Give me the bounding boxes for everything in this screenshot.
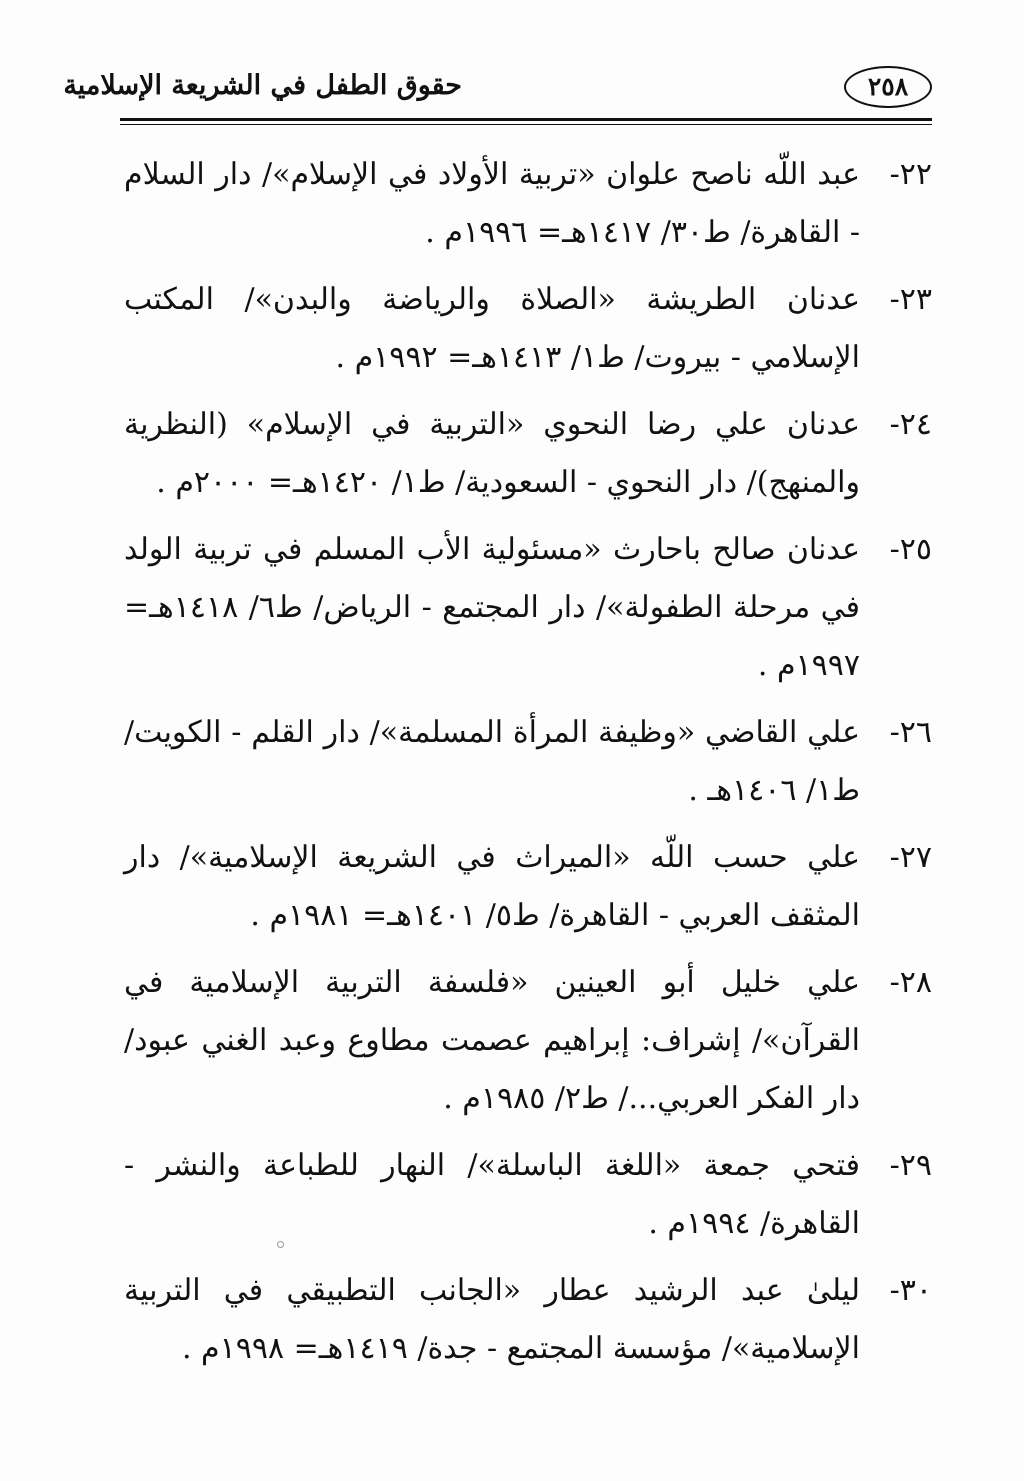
entry-text: ليلىٰ عبد الرشيد عطار «الجانب التطبيقي في التربية الإسلامية»/ مؤسسة المجتمع - جدة/ ١٤١٩هـ= ١٩٩٨م . <box>124 1273 860 1366</box>
entry-text: عدنان علي رضا النحوي «التربية في الإسلام» (النظرية والمنهج)/ دار النحوي - السعودية/ ط١/ ١٤٢٠هـ= ٢٠٠٠م . <box>124 407 860 500</box>
bibliography-entry <box>124 146 932 262</box>
scan-speck <box>277 1241 284 1248</box>
entry-text: علي خليل أبو العينين «فلسفة التربية الإسلامية في القرآن»/ إشراف: إبراهيم عصمت مطاوع وعبد الغني عبود/ دار الفكر العربي.../ ط٢/ ١٩٨٥م . <box>124 965 860 1116</box>
entry-text: فتحي جمعة «اللغة الباسلة»/ النهار للطباعة والنشر - القاهرة/ ١٩٩٤م . <box>124 1148 860 1241</box>
bibliography-entry <box>124 1137 932 1253</box>
entry-text: عدنان الطريشة «الصلاة والرياضة والبدن»/ المكتب الإسلامي - بيروت/ ط١/ ١٤١٣هـ= ١٩٩٢م . <box>124 282 860 375</box>
entry-number: ٢٤- <box>889 407 932 442</box>
entry-number: ٢٦- <box>889 715 932 750</box>
entry-number: ٢٧- <box>889 840 932 875</box>
bibliography-entry <box>124 704 932 820</box>
bibliography-list <box>124 146 932 1387</box>
page-number: ٢٥٨ <box>844 66 932 108</box>
entry-text: علي القاضي «وظيفة المرأة المسلمة»/ دار القلم - الكويت/ ط١/ ١٤٠٦هـ . <box>124 715 860 808</box>
entry-text: عبد اللّه ناصح علوان «تربية الأولاد في الإسلام»/ دار السلام - القاهرة/ ط٣٠/ ١٤١٧هـ= ١٩٩٦م . <box>124 157 860 250</box>
entry-number: ٢٨- <box>889 965 932 1000</box>
entry-number: ٢٢- <box>889 157 932 192</box>
bibliography-entry <box>124 954 932 1128</box>
entry-text: عدنان صالح باحارث «مسئولية الأب المسلم في تربية الولد في مرحلة الطفولة»/ دار المجتمع - الرياض/ ط٦/ ١٤١٨هـ= ١٩٩٧م . <box>124 532 860 683</box>
entry-number: ٢٥- <box>889 532 932 567</box>
running-title: حقوق الطفل في الشريعة الإسلامية <box>63 70 462 101</box>
page-header <box>63 66 932 118</box>
bibliography-entry <box>124 829 932 945</box>
header-rule-thick <box>120 118 932 121</box>
bibliography-entry <box>124 396 932 512</box>
entry-number: ٣٠- <box>889 1273 932 1308</box>
entry-number: ٢٣- <box>889 282 932 317</box>
entry-number: ٢٩- <box>889 1148 932 1183</box>
header-rule-thin <box>120 124 932 125</box>
entry-text: علي حسب اللّه «الميراث في الشريعة الإسلامية»/ دار المثقف العربي - القاهرة/ ط٥/ ١٤٠١هـ= ١٩٨١م . <box>124 840 860 933</box>
bibliography-entry <box>124 1262 932 1378</box>
bibliography-entry <box>124 271 932 387</box>
bibliography-entry <box>124 521 932 695</box>
